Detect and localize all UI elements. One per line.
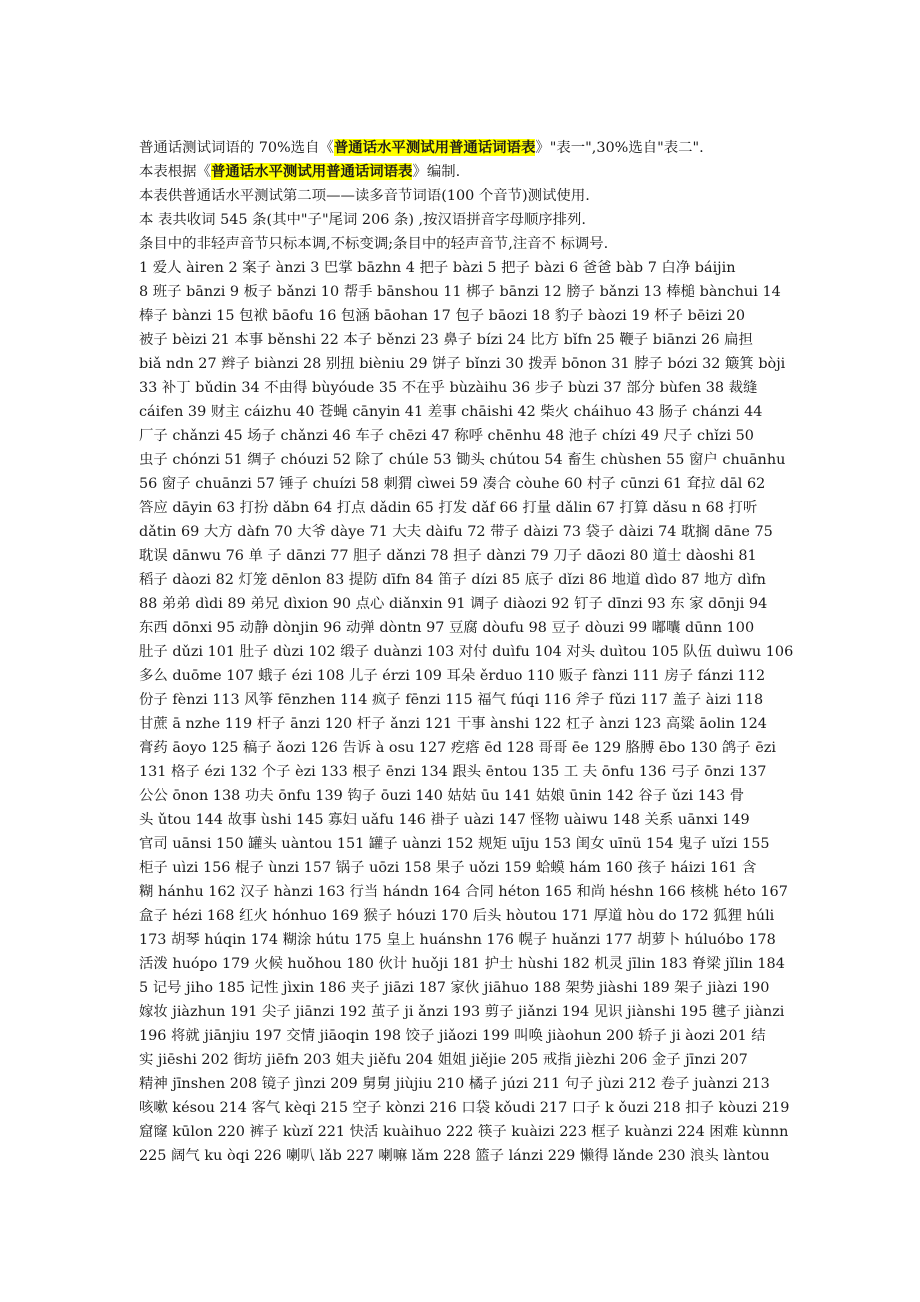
word-list (139, 256, 811, 1168)
word-list-line: 糊 hánhu 162 汉子 hànzi 163 行当 hándn 164 合同 héton 165 和尚 héshn 166 核桃 héto 167 (139, 884, 788, 900)
word-list-line: 东西 dōnxi 95 动静 dònjin 96 动弹 dòntn 97 豆腐 dòufu 98 豆子 dòuzi 99 嘟囔 dūnn 100 (139, 620, 755, 636)
word-list-line: 膏药 āoyo 125 稿子 ǎozi 126 告诉 à osu 127 疙瘩 ēd 128 哥哥 ēe 129 胳膊 ēbo 130 鸽子 ēzi (139, 740, 776, 756)
word-list-line: 稻子 dàozi 82 灯笼 dēnlon 83 提防 dīfn 84 笛子 dízi 85 底子 dǐzi 86 地道 dìdo 87 地方 dìfn (139, 572, 766, 588)
word-list-line: 8 班子 bānzi 9 板子 bǎnzi 10 帮手 bānshou 11 梆子 bānzi 12 膀子 bǎnzi 13 棒槌 bànchui 14 (139, 284, 781, 300)
word-list-line: 甘蔗 ā nzhe 119 杆子 ānzi 120 杆子 ǎnzi 121 干事 ànshi 122 杠子 ànzi 123 高粱 āolin 124 (139, 716, 767, 732)
word-list-line: 虫子 chónzi 51 绸子 chóuzi 52 除了 chúle 53 锄头 chútou 54 畜生 chùshen 55 窗户 chuānhu (139, 452, 786, 468)
word-list-line: 225 阔气 ku òqi 226 喇叭 lǎb 227 喇嘛 lǎm 228 篮子 lánzi 229 懒得 lǎnde 230 浪头 làntou (139, 1148, 770, 1164)
word-list-line: 33 补丁 bǔdin 34 不由得 bùyóude 35 不在乎 bùzàihu 36 步子 bùzi 37 部分 bùfen 38 裁缝 (139, 380, 758, 396)
word-list-line: 56 窗子 chuānzi 57 锤子 chuízi 58 刺猬 cìwei 59 凑合 còuhe 60 村子 cūnzi 61 耷拉 dāl 62 (139, 476, 766, 492)
intro-line-3: 本表供普通话水平测试第二项——读多音节词语(100 个音节)测试使用. (139, 188, 590, 204)
word-list-line: 耽误 dānwu 76 单 子 dānzi 77 胆子 dǎnzi 78 担子 dànzi 79 刀子 dāozi 80 道士 dàoshi 81 (139, 548, 757, 564)
word-list-line: 多么 duōme 107 蛾子 ézi 108 儿子 érzi 109 耳朵 ěrduo 110 贩子 fànzi 111 房子 fánzi 112 (139, 668, 766, 684)
word-list-line: 答应 dāyin 63 打扮 dǎbn 64 打点 dǎdin 65 打发 dǎf 66 打量 dǎlin 67 打算 dǎsu n 68 打听 (139, 500, 758, 516)
word-list-line: 肚子 dǔzi 101 肚子 dùzi 102 缎子 duànzi 103 对付 duìfu 104 对头 duìtou 105 队伍 duìwu 106 (139, 644, 794, 660)
intro-line-1 (139, 136, 811, 160)
intro-line-5: 条目中的非轻声音节只标本调,不标变调;条目中的轻声音节,注音不 标调号. (139, 236, 609, 252)
word-list-line: 头 ǔtou 144 故事 ùshi 145 寡妇 uǎfu 146 褂子 uàzi 147 怪物 uàiwu 148 关系 uānxi 149 (139, 812, 750, 828)
word-list-line: biǎ ndn 27 辫子 biànzi 28 别扭 bièniu 29 饼子 bǐnzi 30 拨弄 bōnon 31 脖子 bózi 32 簸箕 bòji (139, 356, 786, 372)
word-list-line: 88 弟弟 dìdi 89 弟兄 dìxion 90 点心 diǎnxin 91 调子 diàozi 92 钉子 dīnzi 93 东 家 dōnji 94 (139, 596, 768, 612)
word-list-line: 5 记号 jiho 185 记性 jìxin 186 夹子 jiāzi 187 家伙 jiāhuo 188 架势 jiàshi 189 架子 jiàzi 190 (139, 980, 770, 996)
word-list-line: 被子 bèizi 21 本事 běnshi 22 本子 běnzi 23 鼻子 bízi 24 比方 bǐfn 25 鞭子 biānzi 26 扁担 (139, 332, 753, 348)
word-list-line: 柜子 uìzi 156 棍子 ùnzi 157 锅子 uōzi 158 果子 uǒzi 159 蛤蟆 hám 160 孩子 háizi 161 含 (139, 860, 757, 876)
intro-text: 普通话测试词语的 70%选自《 (139, 140, 334, 156)
intro-text: 本表根据《 (139, 164, 211, 180)
intro-text: 》编制. (412, 164, 461, 180)
highlighted-title: 普通话水平测试用普通话词语表 (210, 163, 413, 180)
word-list-line: 公公 ōnon 138 功夫 ōnfu 139 钩子 ōuzi 140 姑姑 ūu 141 姑娘 ūnin 142 谷子 ǔzi 143 骨 (139, 788, 745, 804)
word-list-line: 1 爱人 àiren 2 案子 ànzi 3 巴掌 bāzhn 4 把子 bàzi 5 把子 bàzi 6 爸爸 bàb 7 白净 báijin (139, 260, 736, 276)
word-list-line: 实 jiēshi 202 街坊 jiēfn 203 姐夫 jiěfu 204 姐姐 jiějie 205 戒指 jièzhi 206 金子 jīnzi 207 (139, 1052, 748, 1068)
intro-line-2 (139, 160, 811, 184)
word-list-line: 官司 uānsi 150 罐头 uàntou 151 罐子 uànzi 152 规矩 uīju 153 闺女 uīnü 154 鬼子 uǐzi 155 (139, 836, 770, 852)
word-list-line: 份子 fènzi 113 风筝 fēnzhen 114 疯子 fēnzi 115 福气 fúqi 116 斧子 fǔzi 117 盖子 àizi 118 (139, 692, 764, 708)
word-list-line: 131 格子 ézi 132 个子 èzi 133 根子 ēnzi 134 跟头 ēntou 135 工 夫 ōnfu 136 弓子 ōnzi 137 (139, 764, 767, 780)
word-list-line: 厂子 chǎnzi 45 场子 chǎnzi 46 车子 chēzi 47 称呼 chēnhu 48 池子 chízi 49 尺子 chǐzi 50 (139, 428, 754, 444)
word-list-line: 盒子 hézi 168 红火 hónhuo 169 猴子 hóuzi 170 后头 hòutou 171 厚道 hòu do 172 狐狸 húli (139, 908, 775, 924)
highlighted-title: 普通话水平测试用普通话词语表 (333, 139, 536, 156)
word-list-line: 173 胡琴 húqin 174 糊涂 hútu 175 皇上 huánshn 176 幌子 huǎnzi 177 胡萝卜 húluóbo 178 (139, 932, 776, 948)
intro-text: 》"表一",30%选自"表二". (535, 140, 704, 156)
word-list-line: cáifen 39 财主 cáizhu 40 苍蝇 cānyin 41 差事 chāishi 42 柴火 cháihuo 43 肠子 chánzi 44 (139, 404, 763, 420)
word-list-line: 咳嗽 késou 214 客气 kèqi 215 空子 kònzi 216 口袋 kǒudi 217 口子 k ǒuzi 218 扣子 kòuzi 219 (139, 1100, 790, 1116)
word-list-line: 精神 jīnshen 208 镜子 jìnzi 209 舅舅 jiùjiu 210 橘子 júzi 211 句子 jùzi 212 卷子 juànzi 213 (139, 1076, 770, 1092)
intro-line-4: 本 表共收词 545 条(其中"子"尾词 206 条) ,按汉语拼音字母顺序排列. (139, 212, 586, 228)
document-page (139, 136, 811, 1168)
word-list-line: 活泼 huópo 179 火候 huǒhou 180 伙计 huǒji 181 护士 hùshi 182 机灵 jīlin 183 脊梁 jǐlin 184 (139, 956, 785, 972)
word-list-line: dǎtin 69 大方 dàfn 70 大爷 dàye 71 大夫 dàifu 72 带子 dàizi 73 袋子 dàizi 74 耽搁 dāne 75 (139, 524, 773, 540)
word-list-line: 窟窿 kūlon 220 裤子 kùzǐ 221 快活 kuàihuo 222 筷子 kuàizi 223 框子 kuànzi 224 困难 kùnnn (139, 1124, 789, 1140)
word-list-line: 棒子 bànzi 15 包袱 bāofu 16 包涵 bāohan 17 包子 bāozi 18 豹子 bàozi 19 杯子 bēizi 20 (139, 308, 745, 324)
word-list-line: 嫁妆 jiàzhun 191 尖子 jiānzi 192 茧子 ji ǎnzi 193 剪子 jiǎnzi 194 见识 jiànshi 195 毽子 jiànzi (139, 1004, 785, 1020)
word-list-line: 196 将就 jiānjiu 197 交情 jiāoqin 198 饺子 jiǎozi 199 叫唤 jiàohun 200 轿子 ji àozi 201 结 (139, 1028, 766, 1044)
